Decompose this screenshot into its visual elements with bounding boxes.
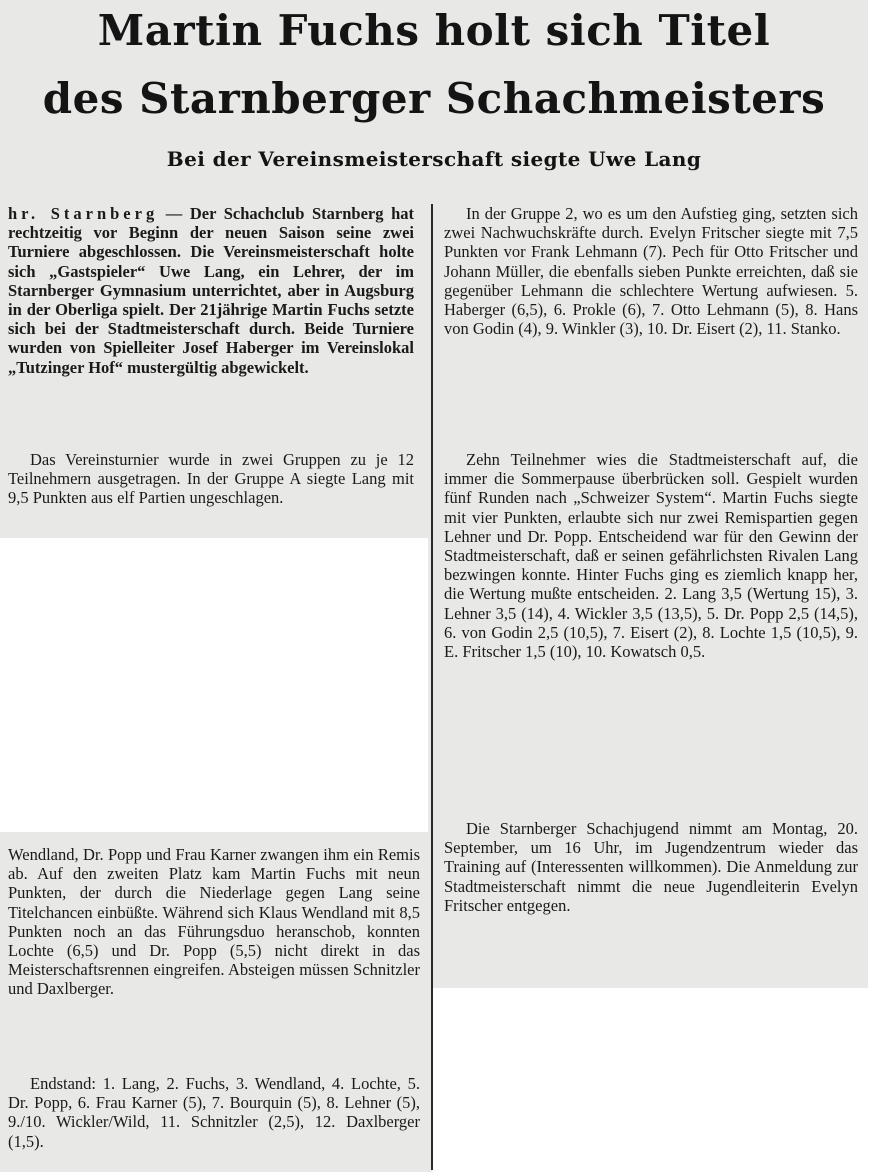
body-paragraph: Das Vereinsturnier wurde in zwei Gruppen zu je 12 Teilnehmern ausgetragen. In der Gruppe A siegte Lang mit 9,5 Punkten aus elf Partien ungeschlagen. [8, 450, 414, 508]
right-paragraph-1 [444, 204, 858, 338]
body-paragraph: Wendland, Dr. Popp und Frau Karner zwangen ihm ein Remis ab. Auf den zweiten Platz kam Martin Fuchs mit neun Punkten, der durch die Niederlage gegen Lang seine Titelchancen einbüßte. Während sich Klaus Wendland mit 8,5 Punkten noch an das Führungsduo heranschob, konnten Lochte (6,5) und Dr. Popp (5,5) nicht direkt in das Meisterschaftsrennen eingreifen. Absteigen müssen Schnitzler und Daxlberger. [8, 845, 420, 999]
left-paragraph-3 [8, 1074, 420, 1151]
right-paragraph-2 [444, 450, 858, 661]
lead-paragraph [8, 204, 414, 377]
left-paragraph-2 [8, 845, 420, 999]
right-paragraph-3 [444, 819, 858, 915]
headline-line-2: des Starnberger Schachmeisters [42, 74, 826, 123]
left-paragraph-1 [8, 450, 414, 508]
body-paragraph: In der Gruppe 2, wo es um den Aufstieg ging, setzten sich zwei Nachwuchskräfte durch. Evelyn Fritscher siegte mit 7,5 Punkten vor Frank Lehmann (7). Pech für Otto Fritscher und Johann Müller, die ebenfalls sieben Punkte erreichten, daß sie gegenüber Lehmann die schlechtere Wertung aufwiesen. 5. Haberger (6,5), 6. Prokle (6), 7. Otto Lehmann (5), 8. Hans von Godin (4), 9. Winkler (3), 10. Dr. Eisert (2), 11. Stanko. [444, 204, 858, 339]
column-divider [431, 204, 433, 1170]
headline-line-1: Martin Fuchs holt sich Titel [97, 6, 771, 55]
byline: hr. Starnberg [8, 204, 159, 223]
body-paragraph: Zehn Teilnehmer wies die Stadtmeisterschaft auf, die immer die Sommerpause überbrücken soll. Gespielt wurden fünf Runden nach „Schweizer System“. Martin Fuchs siegte mit vier Punkten, erlaubte sich nur zwei Remispartien gegen Lehner und Dr. Popp. Entscheidend war für den Gewinn der Stadtmeisterschaft, daß er seinen gefährlichsten Rivalen Lang bezwingen konnte. Hinter Fuchs ging es ziemlich knapp her, die Wertung mußte entscheiden. 2. Lang 3,5 (Wertung 15), 3. Lehner 3,5 (14), 4. Wickler 3,5 (13,5), 5. Dr. Popp 2,5 (14,5), 6. von Godin 2,5 (10,5), 7. Eisert (2), 8. Lochte 1,5 (10,5), 9. E. Fritscher 1,5 (10), 10. Kowatsch 0,5. [444, 450, 858, 662]
final-standings: Endstand: 1. Lang, 2. Fuchs, 3. Wendland, 4. Lochte, 5. Dr. Popp, 6. Frau Karner (5), 7. Bourquin (5), 8. Lehner (5), 9./10. Wickler/Wild, 11. Schnitzler (2,5), 12. Daxlberger (1,5). [8, 1074, 420, 1151]
lead-text: — Der Schachclub Starnberg hat rechtzeitig vor Beginn der neuen Saison seine zwei Turniere abgeschlossen. Die Vereinsmeisterschaft holte sich „Gastspieler“ Uwe Lang, ein Lehrer, der im Starnberger Gymnasium unterrichtet, aber in Augsburg in der Oberliga spielt. Der 21jährige Martin Fuchs setzte sich bei der Stadtmeisterschaft durch. Beide Turniere wurden von Spielleiter Josef Haberger im Vereinslokal „Tutzinger Hof“ mustergültig abgewickelt. [8, 204, 415, 377]
subheadline: Bei der Vereinsmeisterschaft siegte Uwe Lang [166, 147, 702, 171]
article-lead [8, 204, 414, 377]
body-paragraph: Die Starnberger Schachjugend nimmt am Montag, 20. September, um 16 Uhr, im Jugendzentrum wieder das Training auf (Interessenten willkommen). Die Anmeldung zur Stadtmeisterschaft nimmt die neue Jugendleiterin Evelyn Fritscher entgegen. [444, 819, 858, 915]
